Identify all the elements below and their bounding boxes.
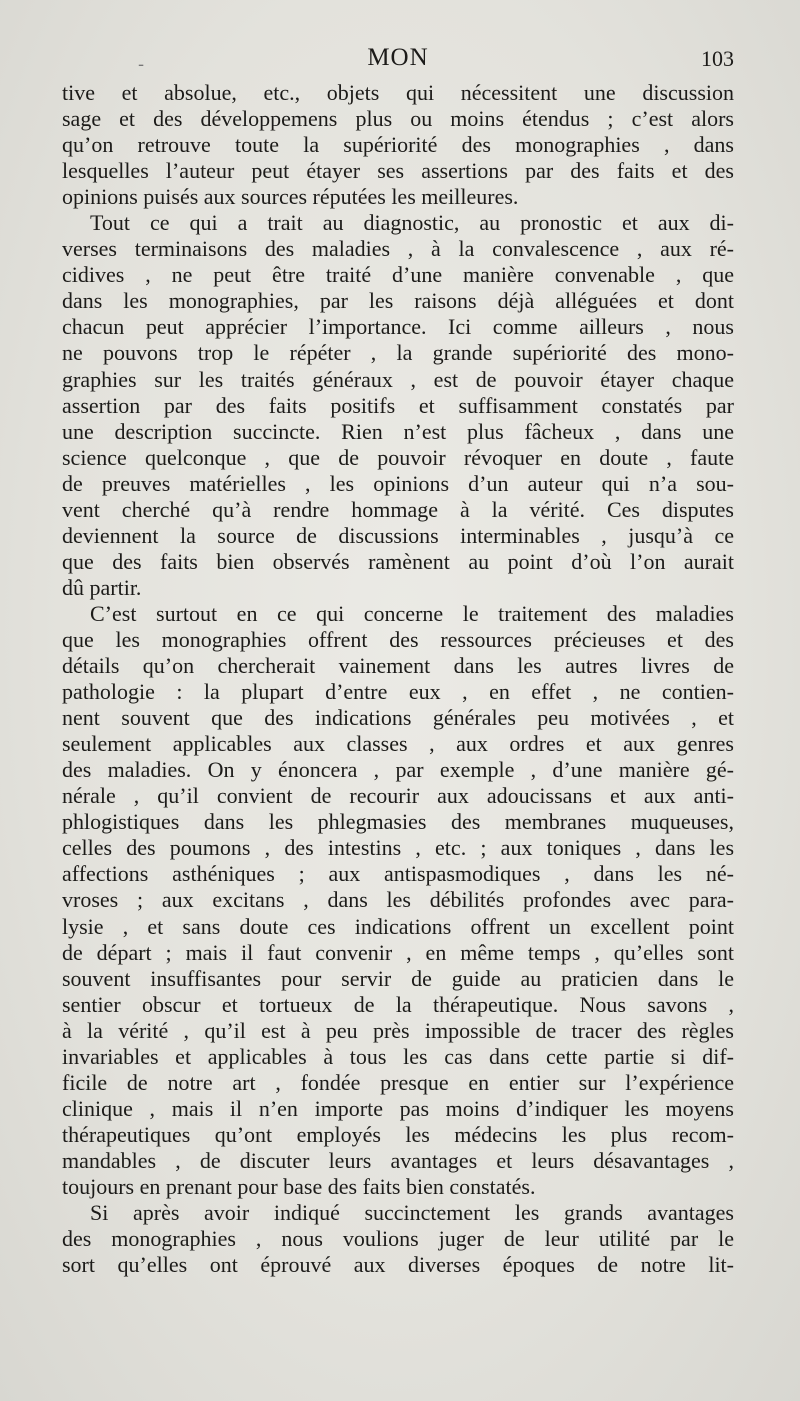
text-line: que des faits bien observés ramènent au point d’où l’on aurait	[62, 548, 734, 574]
text-line: ne pouvons trop le répéter , la grande supériorité des mono-	[62, 340, 734, 366]
text-line: cidives , ne peut être traité d’une manière convenable , que	[62, 262, 734, 288]
running-head: MON	[367, 44, 429, 71]
text-line: graphies sur les traités généraux , est de pouvoir étayer chaque	[62, 366, 734, 392]
text-line: chacun peut apprécier l’importance. Ici comme ailleurs , nous	[62, 314, 734, 340]
text-line: de preuves matérielles , les opinions d’un auteur qui n’a sou-	[62, 470, 734, 496]
text-line: assertion par des faits positifs et suffisamment constatés par	[62, 392, 734, 418]
text-line: une description succincte. Rien n’est plus fâcheux , dans une	[62, 418, 734, 444]
text-line: clinique , mais il n’en importe pas moins d’indiquer les moyens	[62, 1095, 734, 1121]
text-line: détails qu’on chercherait vainement dans les autres livres de	[62, 653, 734, 679]
page-number: 103	[701, 46, 734, 71]
text-line: toujours en prenant pour base des faits bien constatés.	[62, 1173, 536, 1199]
text-line: C’est surtout en ce qui concerne le traitement des maladies	[90, 600, 734, 626]
text-line: tive et absolue, etc., objets qui nécessitent une discussion	[62, 80, 734, 105]
header-mark: -	[138, 54, 145, 75]
text-line: souvent insuffisantes pour servir de guide au praticien dans le	[62, 965, 734, 991]
text-line: deviennent la source de discussions interminables , jusqu’à ce	[62, 522, 734, 548]
text-line: invariables et applicables à tous les cas dans cette partie si dif-	[62, 1043, 734, 1069]
text-line: de départ ; mais il faut convenir , en même temps , qu’elles sont	[62, 939, 734, 965]
text-line: vroses ; aux excitans , dans les débilités profondes avec para-	[62, 887, 734, 913]
text-line: lysie , et sans doute ces indications offrent un excellent point	[62, 913, 734, 939]
text-line: vent cherché qu’à rendre hommage à la vérité. Ces disputes	[62, 496, 734, 522]
text-line: mandables , de discuter leurs avantages et leurs désavantages ,	[62, 1147, 734, 1173]
text-line: lesquelles l’auteur peut étayer ses assertions par des faits et des	[62, 158, 734, 184]
text-line: des maladies. On y énoncera , par exemple , d’une manière gé-	[62, 757, 734, 783]
text-line: à la vérité , qu’il est à peu près impossible de tracer des règles	[62, 1017, 734, 1043]
text-line: pathologie : la plupart d’entre eux , en effet , ne contien-	[62, 679, 734, 705]
text-line: sort qu’elles ont éprouvé aux diverses époques de notre lit-	[62, 1252, 734, 1278]
text-line: qu’on retrouve toute la supériorité des monographies , dans	[62, 132, 734, 158]
text-line: Si après avoir indiqué succinctement les grands avantages	[90, 1200, 734, 1226]
text-line: phlogistiques dans les phlegmasies des membranes muqueuses,	[62, 809, 734, 835]
text-line: des monographies , nous voulions juger de leur utilité par le	[62, 1226, 734, 1252]
text-line: Tout ce qui a trait au diagnostic, au pronostic et aux di-	[90, 210, 734, 236]
text-line: verses terminaisons des maladies , à la convalescence , aux ré-	[62, 236, 734, 262]
text-line: nérale , qu’il convient de recourir aux adoucissans et aux anti-	[62, 783, 734, 809]
text-line: affections asthéniques ; aux antispasmodiques , dans les né-	[62, 861, 734, 887]
text-line: dû partir.	[62, 574, 142, 600]
text-line: opinions puisés aux sources réputées les meilleures.	[62, 184, 519, 210]
text-line: seulement applicables aux classes , aux ordres et aux genres	[62, 731, 734, 757]
text-line: thérapeutiques qu’ont employés les médecins les plus recom-	[62, 1121, 734, 1147]
text-line: celles des poumons , des intestins , etc. ; aux toniques , dans les	[62, 835, 734, 861]
text-line: que les monographies offrent des ressources précieuses et des	[62, 626, 734, 652]
page-header	[62, 44, 734, 78]
text-line: nent souvent que des indications générales peu motivées , et	[62, 705, 734, 731]
body-text	[62, 80, 734, 1278]
text-line: sage et des développemens plus ou moins étendus ; c’est alors	[62, 106, 734, 132]
text-line: sentier obscur et tortueux de la thérapeutique. Nous savons ,	[62, 991, 734, 1017]
text-line: dans les monographies, par les raisons déjà alléguées et dont	[62, 288, 734, 314]
text-line: ficile de notre art , fondée presque en entier sur l’expérience	[62, 1069, 734, 1095]
text-line: science quelconque , que de pouvoir révoquer en doute , faute	[62, 444, 734, 470]
